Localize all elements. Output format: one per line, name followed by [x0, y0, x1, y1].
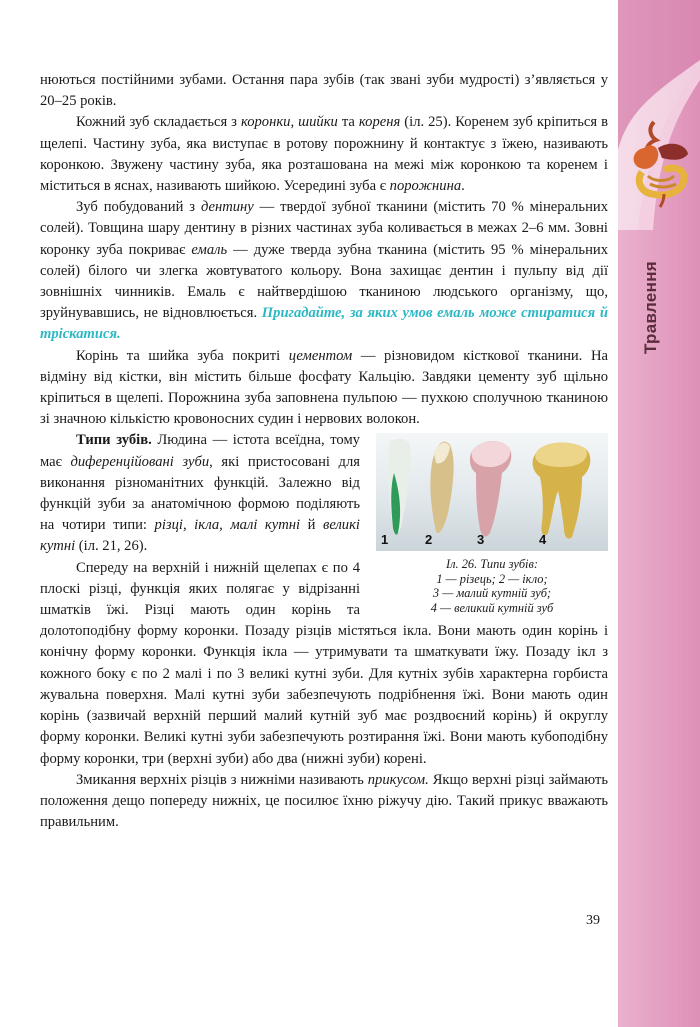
paragraph-1: нюються постійними зубами. Остання пара зубів (так звані зуби мудрості) з’являється у 20–25 років.	[40, 72, 608, 110]
figure-label-4: 4	[539, 532, 547, 548]
term-bite: прикусом.	[367, 771, 429, 788]
term-dentin: дентину	[200, 199, 254, 216]
page-number: 39	[586, 913, 600, 928]
term-crown-neck: коронки, шийки	[240, 114, 338, 131]
figure-label-3: 3	[477, 532, 485, 548]
term-root: кореня	[358, 114, 401, 131]
term-cavity: порожнина	[389, 178, 462, 195]
paragraph-7: Змикання верхніх різців з нижніми називають прикусом. Якщо верхні різці займають положення дещо попереду нижніх, це посилює їхню ріжучу дію. Такий прикус вважають правильним.	[40, 771, 608, 831]
term-cement: цементом	[288, 347, 353, 364]
figure-caption-line-1: 1 — різець; 2 — ікло;	[436, 571, 548, 586]
paragraph-5: Типи зубів. Людина — істота всеїдна, тому має диференційовані зуби, які пристосовані для виконання різноманітних функцій. Залежно від функцій зуби за анатомічною формою поділяють на чотири типи: різці, ікла, малі кутні й великі кутні (іл. 21, 26).	[40, 432, 360, 555]
paragraph-4: Корінь та шийка зуба покриті цементом — різновидом кісткової тканини. На відміну від кістки, він містить більше фосфату Кальцію. Завдяки цементу зуб щільно кріпиться в щелепі. Порожнина зуба заповнена пульпою — пухкою сполучною тканиною зі значною кількістю кровоносних судин і нервових волокон.	[40, 347, 608, 428]
paragraph-6: Спереду на верхній і нижній щелепах є по 4 плоскі різці, функція яких полягає у відрізанні шматків їжі. Різці мають один корінь та долотоподібну форму коронки. Позаду різців містяться ікла. Вони мають один корінь і конічну форму коронки. Функція ікла — утримувати та шматкувати їжу. Позаду ікл з кожного боку є по 2 малі і по 3 великі кутні зуби. Для кутніх зубів характерна горбиста жувальна поверхня. Малі кутні зуби забезпечують подрібнення їжі. Вони мають один корінь (зазвичай верхній перший малий кутній зуб має роздвоєний корінь) й округлу форму коронки. Великі кутні зуби забезпечують розтирання їжі. Вони мають кубоподібну форму коронки, три (верхні зуби) або два (нижні зуби) корені.	[40, 559, 608, 767]
term-enamel: емаль	[191, 241, 228, 258]
digestive-system-icon	[624, 118, 698, 208]
figure-caption	[376, 557, 608, 615]
term-differentiated: диференційовані зуби	[70, 453, 210, 470]
figure-tooth-types	[372, 430, 608, 618]
tooth-types-image	[376, 433, 608, 551]
figure-label-1: 1	[381, 532, 389, 548]
question-prompt: Пригадайте, за яких умов емаль може стиратися й тріскатися.	[40, 305, 608, 343]
term-tooth-list: різці, ікла, малі кутні	[154, 517, 301, 534]
figure-caption-line-2: 3 — малий кутній зуб;	[432, 586, 552, 601]
term-large-molars: великі кутні	[40, 517, 360, 555]
figure-caption-title: Іл. 26. Типи зубів:	[445, 557, 539, 572]
main-text	[40, 70, 608, 833]
paragraph-2: Кожний зуб складається з коронки, шийки та кореня (іл. 25). Коренем зуб кріпиться в щелепі. Частину зуба, яка виступає в ротову порожнину й контактує з їжею, називають коронкою. Звужену частину зуба, яка розташована на межі між коронкою та коренем і міститься в яснах, називають шийкою. Усередині зуба є порожнина.	[40, 114, 608, 195]
figure-label-2: 2	[425, 532, 433, 548]
section-title: Травлення	[641, 261, 660, 355]
figure-caption-line-3: 4 — великий кутній зуб	[430, 600, 554, 615]
heading-tooth-types: Типи зубів.	[76, 432, 152, 449]
paragraph-3: Зуб побудований з дентину — твердої зубної тканини (містить 70 % мінеральних солей). Товщина шару дентину в різних частинах зуба коливається в межах 2–6 мм. Зовні коронку зуба покриває емаль — дуже тверда зубна тканина (містить 95 % мінеральних солей) білого чи злегка жовтуватого кольору. Вона захищає дентин і пульпу від дії зовнішніх чинників. Емаль є найтвердішою тканиною людського організму, що, зруйнувавшись, не відновлюється. Пригадайте, за яких умов емаль може стиратися й тріскатися.	[40, 199, 609, 343]
